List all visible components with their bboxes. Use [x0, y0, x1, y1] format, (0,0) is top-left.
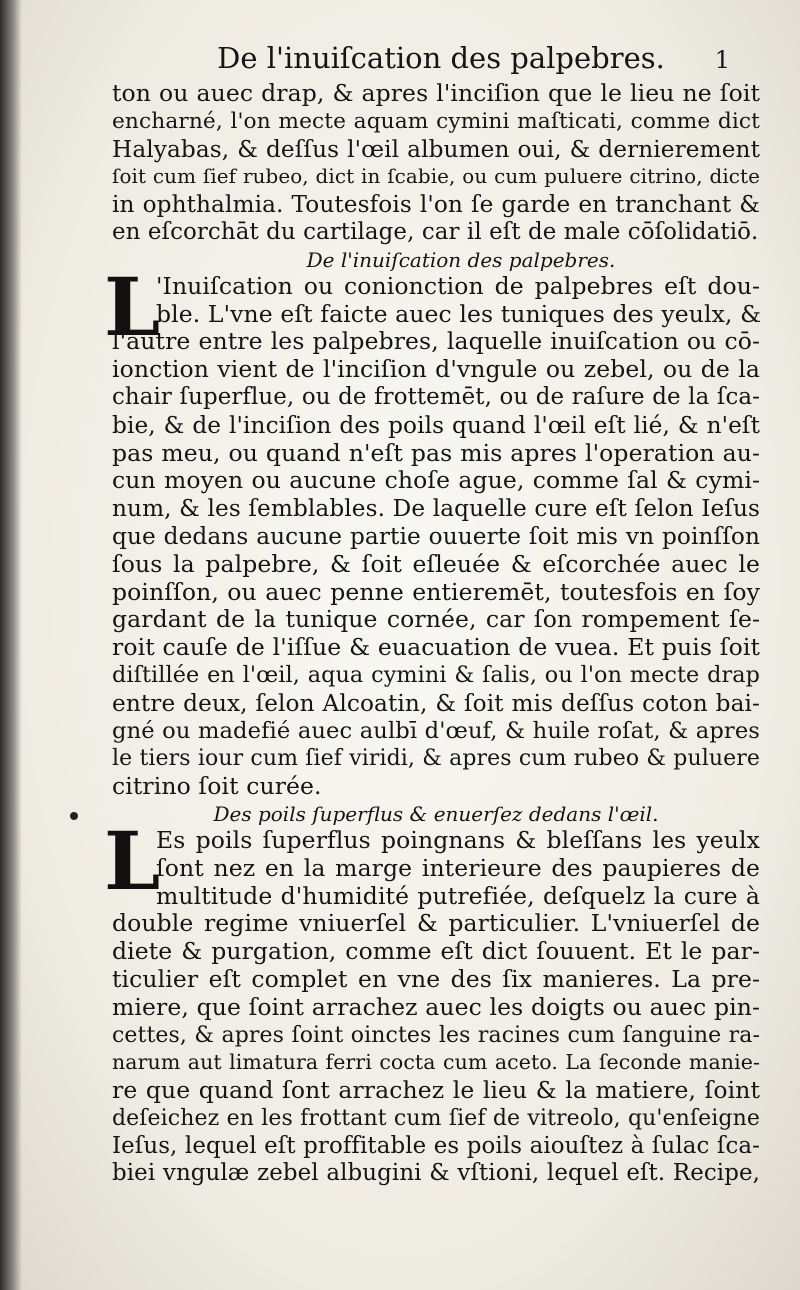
text-line: ionction vient de l'inciſion d'vngule ou zebel, ou de la	[112, 355, 760, 384]
text-line: 'Inuiſcation ou conionction de palpebres eſt dou-	[156, 271, 760, 300]
drop-cap: L	[104, 813, 161, 908]
text-line: in ophthalmia. Toutesfois l'on ſe garde en tranchant &	[112, 191, 760, 219]
text-line: Halyabas, & deſſus l'œil albumen oui, & dernierement	[112, 135, 760, 163]
text-line: encharné, l'on mecte aquam cymini maſticati, comme dict	[112, 108, 760, 134]
margin-ink-dot	[70, 812, 78, 820]
text-line: ton ou auec drap, & apres l'inciſion que le lieu ne ſoit	[112, 79, 760, 107]
text-line: ſoit cum ſief rubeo, dict in ſcabie, ou cum puluere citrino, dicte	[112, 165, 760, 189]
text-line: multitude d'humidité putrefiée, deſquelz la cure à	[156, 881, 760, 910]
text-line: poinſſon, ou auec penne entieremēt, toutesfois en ſoy	[112, 577, 760, 606]
text-line: diete & purgation, comme eſt dict ſouuent. Et le par-	[112, 937, 760, 966]
text-line: Es poils ſuperflus poingnans & bleſſans les yeulx	[156, 825, 760, 854]
text-line: le tiers iour cum ſief viridi, & apres cum rubeo & puluere	[112, 746, 760, 772]
text-line: cun moyen ou aucune choſe ague, comme ſal & cymi-	[112, 466, 760, 495]
text-line: en eſcorchāt du cartilage, car il eſt de male cōſolidatiō.	[112, 218, 759, 245]
intro-paragraph	[112, 80, 760, 247]
text-line: ſous la palpebre, & ſoit eſleuée & eſcorchée auec le	[112, 549, 760, 578]
section-heading: Des poils ſuperflus & enuerſez dedans l'œil.	[213, 801, 659, 826]
text-line: miere, que ſoint arrachez auec les doigts ou auec pin-	[112, 992, 760, 1021]
page-gutter-shadow	[0, 0, 22, 1290]
text-line: diſtillée en l'œil, aqua cymini & ſalis, ou l'on mecte drap	[112, 661, 760, 688]
text-line: Ieſus, lequel eſt proffitable es poils aiouſtez à ſulac ſca-	[112, 1132, 760, 1159]
text-line: ticulier eſt complet en vne des ſix manieres. La pre-	[112, 964, 760, 993]
text-line: num, & les ſemblables. De laquelle cure eſt ſelon Ieſus	[112, 495, 760, 523]
text-line: gné ou madefié auec aulbī d'œuf, & huile roſat, & apres	[112, 717, 760, 744]
text-line: chair ſuperflue, ou de frottemēt, ou de raſure de la ſca-	[112, 383, 760, 410]
text-line: gardant de la tunique cornée, car ſon rompement ſe-	[112, 605, 760, 634]
text-line: l'autre entre les palpebres, laquelle inuiſcation ou cō-	[112, 327, 760, 356]
running-head	[122, 36, 760, 80]
text-line: biei vngulæ zebel albugini & vſtioni, lequel eſt. Recipe,	[112, 1160, 760, 1187]
text-line: deſeichez en les frottant cum ſief de vitreolo, qu'enſeigne	[112, 1105, 760, 1131]
text-line: narum aut limatura ferri cocta cum aceto. La ſeconde manie-	[112, 1050, 760, 1075]
text-line: double regime vniuerſel & particulier. L'vniuerſel de	[112, 909, 760, 938]
text-line: roit cauſe de l'iſſue & euacuation de vuea. Et puis ſoit	[112, 633, 760, 662]
text-line: re que quand ſont arrachez le lieu & la matiere, ſoint	[112, 1076, 760, 1105]
section-heading: De l'inuiſcation des palpebres.	[306, 247, 616, 272]
text-line: citrino ſoit curée.	[112, 772, 322, 801]
folio-mark: 1	[714, 46, 730, 74]
text-line: cettes, & apres ſoint oinctes les racines cum ſanguine ra-	[112, 1022, 760, 1048]
running-head-title: De l'inuiſcation des palpebres.	[217, 41, 665, 75]
text-line: entre deux, ſelon Alcoatin, & ſoit mis deſſus coton bai-	[112, 689, 760, 717]
text-line: ſont nez en la marge interieure des paupieres de	[156, 853, 760, 882]
text-line: que dedans aucune partie ouuerte ſoit mis vn poinſſon	[112, 522, 760, 550]
drop-cap: L	[104, 259, 161, 354]
text-line: ble. L'vne eſt faicte auec les tuniques des yeulx, &	[156, 299, 762, 328]
text-line: pas meu, ou quand n'eſt pas mis apres l'operation au-	[112, 438, 760, 467]
text-line: bie, & de l'inciſion des poils quand l'œil eſt lié, & n'eſt	[112, 411, 760, 439]
